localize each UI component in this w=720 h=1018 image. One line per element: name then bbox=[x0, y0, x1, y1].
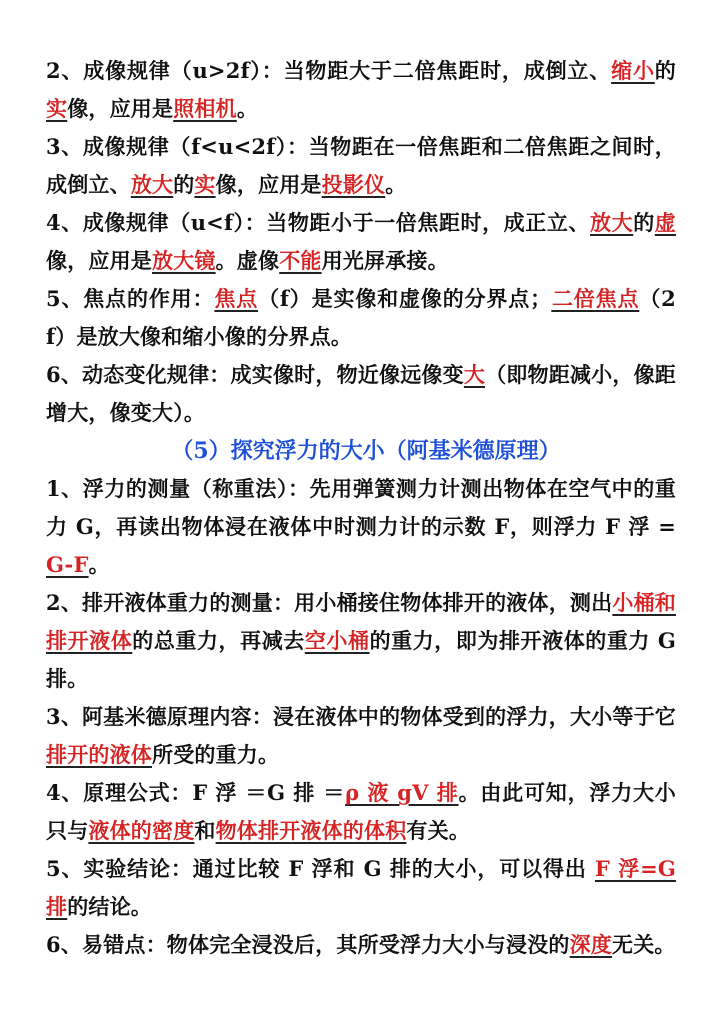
highlight-answer: 焦点 bbox=[214, 286, 259, 311]
text: （f）是实像和虚像的分界点； bbox=[258, 286, 552, 311]
highlight-answer: 空小桶 bbox=[304, 628, 370, 653]
highlight-answer: 二倍焦点 bbox=[551, 286, 640, 311]
text: 3、成像规律（f<u<2f）：当物距在一倍焦距和二倍焦距之间时，成倒立、 bbox=[46, 134, 676, 197]
highlight-answer: 排开的液体 bbox=[46, 742, 152, 767]
paragraph-dynamic-rule bbox=[46, 356, 676, 432]
text: 的 bbox=[173, 172, 195, 197]
text: （即物距减小，像距增大，像变大）。 bbox=[46, 362, 676, 425]
paragraph-lens-rule-4 bbox=[46, 204, 676, 280]
text: 1、浮力的测量（称重法）：先用弹簧测力计测出物体在空气中的重力 G，再读出物体浸在液体中时测力计的示数 F，则浮力 F 浮 = bbox=[46, 476, 676, 539]
paragraph-lens-rule-2 bbox=[46, 52, 676, 128]
text: 用光屏承接。 bbox=[321, 248, 449, 273]
highlight-answer: 缩小 bbox=[611, 58, 655, 83]
text: 像，应用是 bbox=[215, 172, 322, 197]
paragraph-formula bbox=[46, 774, 676, 850]
text: 2、成像规律（u>2f）：当物距大于二倍焦距时，成倒立、 bbox=[46, 58, 612, 83]
text: 的 bbox=[633, 210, 655, 235]
text: 2、排开液体重力的测量：用小桶接住物体排开的液体，测出 bbox=[46, 590, 613, 615]
text: 5、焦点的作用： bbox=[46, 286, 215, 311]
highlight-answer: 物体排开液体的体积 bbox=[215, 818, 407, 843]
text: 6、动态变化规律：成实像时，物近像远像变 bbox=[46, 362, 464, 387]
paragraph-lens-rule-3 bbox=[46, 128, 676, 204]
highlight-answer: 液体的密度 bbox=[88, 818, 195, 843]
text: 6、易错点：物体完全浸没后，其所受浮力大小与浸没的 bbox=[46, 932, 570, 957]
text: 像，应用是 bbox=[67, 96, 174, 121]
highlight-answer: 不能 bbox=[279, 248, 322, 273]
highlight-answer: 深度 bbox=[569, 932, 613, 957]
highlight-answer: 大 bbox=[463, 362, 486, 387]
text: 。 bbox=[385, 172, 407, 197]
text: 所受的重力。 bbox=[152, 742, 280, 767]
text: 。由此可知，浮力大小只与 bbox=[46, 780, 676, 843]
highlight-answer: 照相机 bbox=[173, 96, 237, 121]
paragraph-common-mistake bbox=[46, 926, 676, 964]
text: 的重力，即为排开液体的重力 G 排。 bbox=[46, 628, 676, 691]
section-title: （5）探究浮力的大小（阿基米德原理） bbox=[171, 438, 561, 464]
highlight-answer: 虚 bbox=[654, 210, 676, 235]
text: 的结论。 bbox=[67, 894, 153, 919]
highlight-answer: 放大镜 bbox=[152, 248, 216, 273]
text: （2f）是放大像和缩小像的分界点。 bbox=[46, 286, 676, 349]
highlight-answer: ρ 液 gV 排 bbox=[345, 780, 459, 805]
paragraph-focus-role bbox=[46, 280, 676, 356]
highlight-answer: 放大 bbox=[590, 210, 634, 235]
text: 4、原理公式：F 浮 ＝G 排 ＝ bbox=[46, 780, 346, 805]
highlight-answer: F 浮=G 排 bbox=[46, 856, 676, 919]
highlight-answer: 实 bbox=[194, 172, 216, 197]
paragraph-archimedes-principle bbox=[46, 698, 676, 774]
highlight-answer: 投影仪 bbox=[321, 172, 386, 197]
document-page bbox=[46, 52, 676, 964]
paragraph-buoyancy-measure bbox=[46, 470, 676, 584]
paragraph-conclusion bbox=[46, 850, 676, 926]
text: 5、实验结论：通过比较 F 浮和 G 排的大小，可以得出 bbox=[46, 856, 595, 881]
text: 。虚像 bbox=[215, 248, 280, 273]
text: 有关。 bbox=[406, 818, 471, 843]
highlight-answer: 小桶和排开液体 bbox=[46, 590, 676, 653]
text: 的总重力，再减去 bbox=[132, 628, 305, 653]
highlight-answer: 实 bbox=[46, 96, 68, 121]
highlight-answer: G-F bbox=[46, 552, 89, 577]
highlight-answer: 放大 bbox=[130, 172, 174, 197]
text: 像，应用是 bbox=[46, 248, 152, 273]
text: 。 bbox=[236, 96, 259, 121]
text: 。 bbox=[88, 552, 110, 577]
text: 的 bbox=[654, 58, 676, 83]
text: 3、阿基米德原理内容：浸在液体中的物体受到的浮力，大小等于它 bbox=[46, 704, 676, 729]
text: 无关。 bbox=[612, 932, 676, 957]
paragraph-displaced-weight bbox=[46, 584, 676, 698]
text: 和 bbox=[194, 818, 216, 843]
text: 4、成像规律（u<f）：当物距小于一倍焦距时，成正立、 bbox=[46, 210, 591, 235]
